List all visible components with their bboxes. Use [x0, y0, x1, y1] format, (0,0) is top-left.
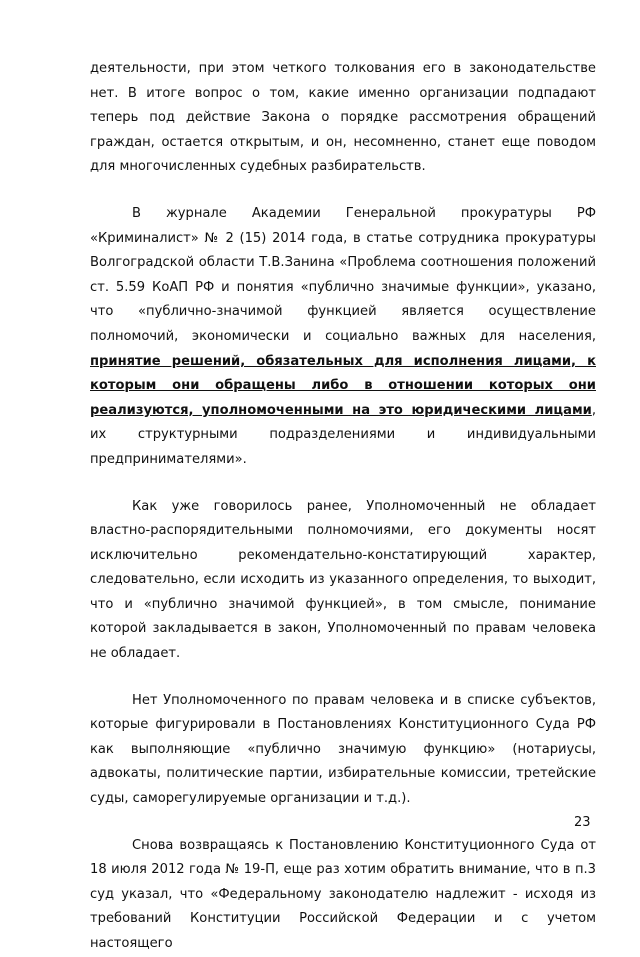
- paragraph-5-text: Снова возвращаясь к Постановлению Конституционного Суда от 18 июля 2012 года № 19-П, еще раз хотим обратить внимание, что в п.3 суд указал, что «Федеральному законодателю надлежит - исходя из требований Конституции Российской Федерации и с учетом настоящего: [90, 837, 596, 951]
- paragraph-4: [90, 689, 596, 812]
- paragraph-1-text: деятельности, при этом четкого толкования его в законодательстве нет. В итоге вопрос о том, какие именно организации подпадают теперь под действие Закона о порядке рассмотрения обращений граждан, остается открытым, и он, несомненно, станет еще поводом для многочисленных судебных разбирательств.: [90, 61, 596, 175]
- paragraph-2-text-end: , их структурными подразделениями и индивидуальными предпринимателями».: [90, 402, 596, 467]
- paragraph-3-text: Как уже говорилось ранее, Уполномоченный не обладает властно-распорядительными полномочиями, его документы носят исключительно рекомендательно-констатирующий характер, следовательно, если исходить из указанного определения, то выходит, что и «публично значимой функцией», в том смысле, понимание которой закладывается в закон, Уполномоченный по правам человека не обладает.: [90, 498, 596, 662]
- page-number: 23: [574, 815, 591, 830]
- paragraph-3: [90, 495, 596, 667]
- paragraph-2-text: В журнале Академии Генеральной прокуратуры РФ «Криминалист» № 2 (15) 2014 года, в статье сотрудника прокуратуры Волгоградской области Т.В.Занина «Проблема соотношения положений ст. 5.59 КоАП РФ и понятия «публично значимые функции», указано, что «публично-значимой функцией является осуществление полномочий, экономически и социально важных для населения,: [90, 205, 596, 344]
- paragraph-2: [90, 202, 596, 473]
- paragraph-2-emphasis: принятие решений, обязательных для исполнения лицами, к которым они обращены либо в отношении которых они реализуются, уполномоченными на это юридическими лицами: [90, 353, 596, 418]
- body-text: [90, 57, 596, 957]
- paragraph-4-text: Нет Уполномоченного по правам человека и в списке субъектов, которые фигурировали в Постановлениях Конституционного Суда РФ как выполняющие «публично значимую функцию» (нотариусы, адвокаты, политические партии, избирательные комиссии, третейские суды, саморегулируемые организации и т.д.).: [90, 692, 596, 807]
- paragraph-1: [90, 57, 596, 180]
- paragraph-5: [90, 834, 596, 957]
